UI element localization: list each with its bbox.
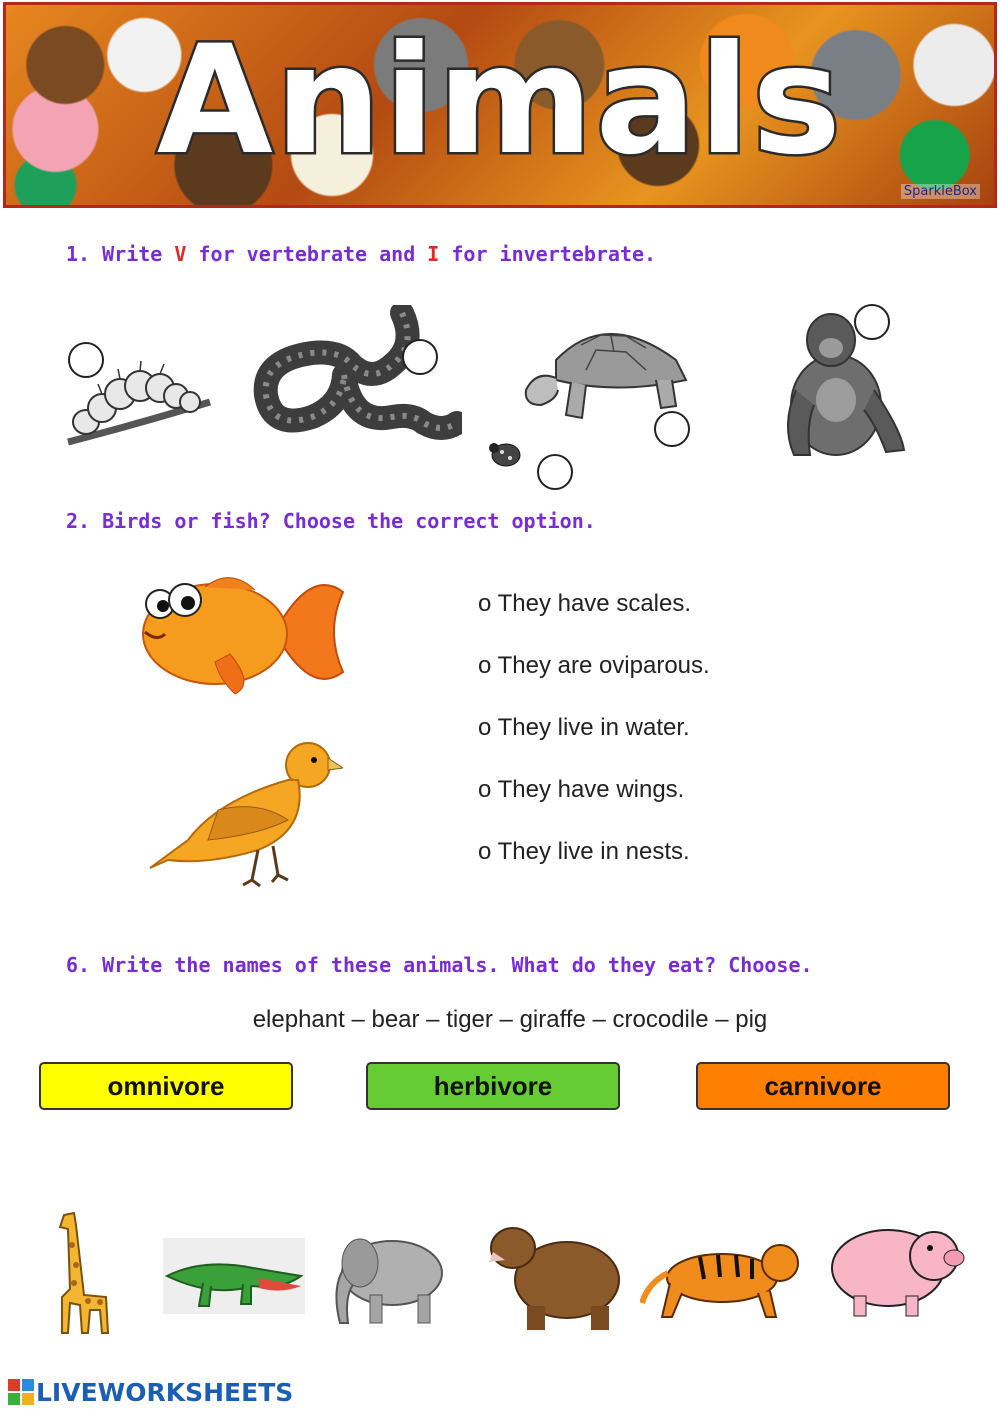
tiger-image[interactable] bbox=[640, 1233, 802, 1323]
banner-credit: SparkleBox bbox=[901, 184, 980, 199]
question-text: for invertebrate. bbox=[451, 242, 657, 266]
header-banner bbox=[3, 2, 997, 208]
giraffe-image[interactable] bbox=[44, 1205, 114, 1335]
category-carnivore-button[interactable]: carnivore bbox=[696, 1062, 950, 1110]
question-text: for vertebrate and bbox=[198, 242, 416, 266]
elephant-image[interactable] bbox=[330, 1223, 455, 1328]
statement-option[interactable]: o They live in nests. bbox=[478, 838, 690, 865]
fish-image bbox=[135, 562, 345, 702]
banner-title: Animals bbox=[156, 14, 844, 188]
question-6-title: 6. Write the names of these animals. What do they eat? Choose. bbox=[66, 953, 813, 977]
footer-brand-text: LIVEWORKSHEETS bbox=[36, 1378, 294, 1407]
answer-circle[interactable] bbox=[854, 304, 890, 340]
statement-option[interactable]: o They have wings. bbox=[478, 776, 685, 803]
statement-option[interactable]: o They have scales. bbox=[478, 590, 692, 617]
category-herbivore-button[interactable]: herbivore bbox=[366, 1062, 620, 1110]
snake-image bbox=[252, 305, 462, 445]
category-omnivore-button[interactable]: omnivore bbox=[39, 1062, 293, 1110]
vertebrate-letter: V bbox=[174, 242, 187, 266]
crocodile-image[interactable] bbox=[163, 1238, 305, 1314]
bear-image[interactable] bbox=[487, 1218, 627, 1333]
statement-option[interactable]: o They live in water. bbox=[478, 714, 690, 741]
question-number: 1. bbox=[66, 242, 91, 266]
question-2-title: 2. Birds or fish? Choose the correct option. bbox=[66, 509, 596, 533]
question-text: Write bbox=[102, 242, 163, 266]
bird-image bbox=[148, 740, 343, 890]
answer-circle[interactable] bbox=[68, 342, 104, 378]
word-bank: elephant – bear – tiger – giraffe – crocodile – pig bbox=[252, 1006, 768, 1033]
liveworksheets-logo-icon bbox=[8, 1379, 34, 1405]
invertebrate-letter: I bbox=[427, 242, 440, 266]
tortoise-image bbox=[486, 300, 706, 490]
question-1-title bbox=[66, 242, 656, 266]
answer-circle[interactable] bbox=[537, 454, 573, 490]
pig-image[interactable] bbox=[826, 1216, 966, 1318]
answer-circle[interactable] bbox=[402, 339, 438, 375]
footer-brand bbox=[8, 1378, 293, 1407]
answer-circle[interactable] bbox=[654, 411, 690, 447]
gorilla-image bbox=[776, 310, 911, 460]
statement-option[interactable]: o They are oviparous. bbox=[478, 652, 710, 679]
